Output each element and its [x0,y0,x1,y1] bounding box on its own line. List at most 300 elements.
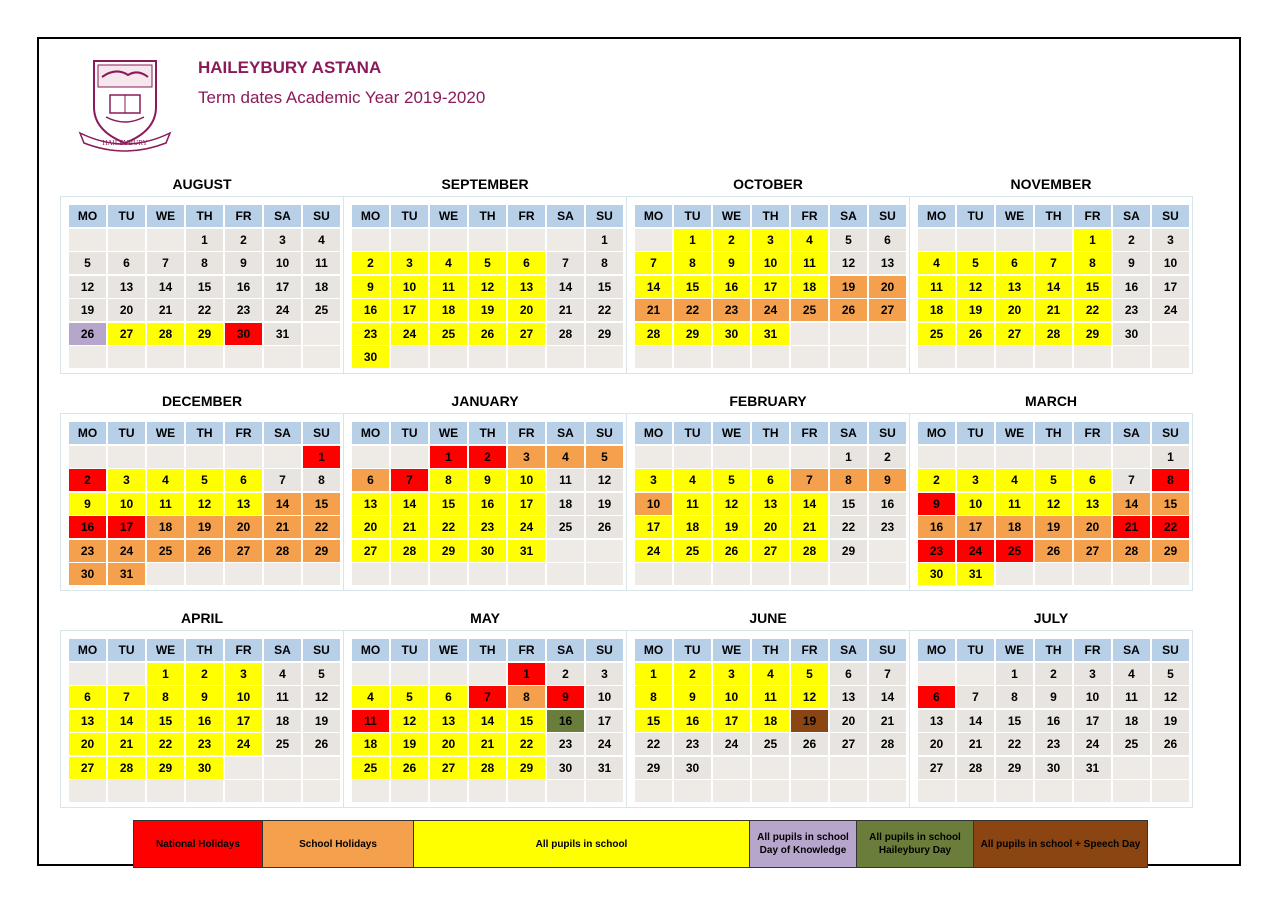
day-cell: 7 [469,686,506,708]
day-cell: 29 [508,757,545,779]
day-cell: 16 [869,493,906,515]
day-cell: 1 [1074,229,1111,251]
day-cell: 29 [586,323,623,345]
empty-cell [1113,446,1150,468]
weekday-header: TH [752,422,789,444]
empty-cell [1035,346,1072,368]
empty-cell [508,780,545,802]
weekday-header: SU [869,205,906,227]
day-cell: 1 [186,229,223,251]
month-name: JULY [1033,610,1069,626]
day-cell: 5 [1152,663,1189,685]
day-cell: 28 [1035,323,1072,345]
weekday-header: TH [469,422,506,444]
day-cell: 11 [147,493,184,515]
day-cell: 5 [1035,469,1072,491]
month-name: MARCH [1024,393,1078,409]
day-cell: 17 [957,516,994,538]
day-cell: 23 [69,540,106,562]
empty-cell [108,346,145,368]
empty-cell [225,346,262,368]
day-cell: 17 [586,710,623,732]
month-box [626,413,910,591]
day-cell: 15 [674,276,711,298]
weekday-header: TH [469,639,506,661]
month-january [343,393,627,618]
day-cell: 6 [752,469,789,491]
day-cell: 3 [586,663,623,685]
empty-cell [264,563,301,585]
day-cell: 27 [69,757,106,779]
day-cell: 6 [108,252,145,274]
empty-cell [469,346,506,368]
month-days-grid [352,205,623,368]
day-cell: 30 [469,540,506,562]
day-cell: 13 [996,276,1033,298]
day-cell: 3 [957,469,994,491]
empty-cell [791,563,828,585]
weekday-header: FR [508,205,545,227]
weekday-header: SU [586,639,623,661]
day-cell: 20 [508,299,545,321]
empty-cell [1152,757,1189,779]
month-march [909,393,1193,618]
day-cell: 10 [264,252,301,274]
month-name: DECEMBER [161,393,243,409]
weekday-header: TH [752,205,789,227]
empty-cell [430,663,467,685]
day-cell: 19 [303,710,340,732]
day-cell: 28 [469,757,506,779]
month-days-grid [635,422,906,585]
empty-cell [1074,563,1111,585]
day-cell: 20 [108,299,145,321]
weekday-header: SU [1152,205,1189,227]
empty-cell [635,563,672,585]
empty-cell [957,780,994,802]
empty-cell [1152,346,1189,368]
weekday-header: WE [430,205,467,227]
day-cell: 15 [430,493,467,515]
day-cell: 5 [713,469,750,491]
day-cell: 27 [430,757,467,779]
day-cell: 6 [69,686,106,708]
day-cell: 22 [186,299,223,321]
weekday-header: SA [547,205,584,227]
day-cell: 28 [547,323,584,345]
day-cell: 14 [869,686,906,708]
day-cell: 27 [830,733,867,755]
month-name: NOVEMBER [1010,176,1092,192]
day-cell: 22 [996,733,1033,755]
day-cell: 7 [1113,469,1150,491]
day-cell: 8 [430,469,467,491]
day-cell: 14 [547,276,584,298]
day-cell: 22 [303,516,340,538]
empty-cell [69,229,106,251]
month-days-grid [918,639,1189,802]
empty-cell [918,780,955,802]
month-box [60,630,344,808]
day-cell: 22 [635,733,672,755]
day-cell: 10 [391,276,428,298]
day-cell: 11 [918,276,955,298]
day-cell: 18 [918,299,955,321]
empty-cell [674,780,711,802]
day-cell: 16 [1113,276,1150,298]
weekday-header: TU [108,205,145,227]
day-cell: 5 [69,252,106,274]
day-cell: 8 [1074,252,1111,274]
day-cell: 2 [713,229,750,251]
day-cell: 27 [869,299,906,321]
day-cell: 21 [635,299,672,321]
day-cell: 25 [918,323,955,345]
day-cell: 23 [1113,299,1150,321]
day-cell: 10 [635,493,672,515]
weekday-header: FR [225,422,262,444]
day-cell: 7 [147,252,184,274]
empty-cell [1152,780,1189,802]
day-cell: 13 [1074,493,1111,515]
empty-cell [430,346,467,368]
day-cell: 23 [869,516,906,538]
day-cell: 15 [586,276,623,298]
weekday-header: SU [303,422,340,444]
empty-cell [391,346,428,368]
day-cell: 12 [713,493,750,515]
empty-cell [791,323,828,345]
month-november [909,176,1193,401]
empty-cell [1035,229,1072,251]
day-cell: 28 [791,540,828,562]
empty-cell [1113,780,1150,802]
day-cell: 18 [430,299,467,321]
day-cell: 10 [1152,252,1189,274]
empty-cell [1113,346,1150,368]
day-cell: 11 [264,686,301,708]
empty-cell [547,780,584,802]
empty-cell [352,780,389,802]
day-cell: 1 [674,229,711,251]
weekday-header: WE [147,205,184,227]
day-cell: 1 [508,663,545,685]
day-cell: 20 [69,733,106,755]
day-cell: 21 [869,710,906,732]
empty-cell [918,346,955,368]
day-cell: 26 [469,323,506,345]
day-cell: 21 [147,299,184,321]
empty-cell [303,757,340,779]
day-cell: 10 [225,686,262,708]
day-cell: 5 [303,663,340,685]
empty-cell [108,663,145,685]
day-cell: 3 [1152,229,1189,251]
day-cell: 14 [147,276,184,298]
weekday-header: MO [69,205,106,227]
weekday-header: SA [830,205,867,227]
empty-cell [147,229,184,251]
weekday-header: SA [1113,639,1150,661]
day-cell: 15 [147,710,184,732]
day-cell: 9 [1035,686,1072,708]
day-cell: 10 [1074,686,1111,708]
day-cell: 26 [391,757,428,779]
empty-cell [508,346,545,368]
svg-text:HAILEYBURY: HAILEYBURY [102,139,148,147]
day-cell: 20 [996,299,1033,321]
day-cell: 14 [391,493,428,515]
empty-cell [713,563,750,585]
month-name: JANUARY [451,393,519,409]
day-cell: 11 [430,276,467,298]
empty-cell [69,446,106,468]
day-cell: 22 [430,516,467,538]
day-cell: 24 [752,299,789,321]
day-cell: 2 [69,469,106,491]
day-cell: 14 [1035,276,1072,298]
day-cell: 18 [264,710,301,732]
empty-cell [791,446,828,468]
day-cell: 18 [791,276,828,298]
weekday-header: SU [303,639,340,661]
day-cell: 12 [957,276,994,298]
weekday-header: TH [752,639,789,661]
day-cell: 28 [147,323,184,345]
day-cell: 18 [147,516,184,538]
weekday-header: TU [674,205,711,227]
weekday-header: SA [830,639,867,661]
day-cell: 18 [352,733,389,755]
day-cell: 9 [869,469,906,491]
day-cell: 23 [713,299,750,321]
weekday-header: MO [635,422,672,444]
day-cell: 2 [674,663,711,685]
day-cell: 24 [108,540,145,562]
day-cell: 11 [752,686,789,708]
empty-cell [996,346,1033,368]
day-cell: 14 [108,710,145,732]
day-cell: 9 [352,276,389,298]
month-name: MAY [470,610,500,626]
day-cell: 19 [391,733,428,755]
empty-cell [225,780,262,802]
day-cell: 16 [69,516,106,538]
day-cell: 14 [957,710,994,732]
empty-cell [918,663,955,685]
day-cell: 22 [508,733,545,755]
school-name: HAILEYBURY ASTANA [198,58,382,77]
month-box [909,413,1193,591]
day-cell: 8 [830,469,867,491]
day-cell: 6 [918,686,955,708]
day-cell: 17 [108,516,145,538]
day-cell: 23 [918,540,955,562]
day-cell: 4 [674,469,711,491]
empty-cell [303,780,340,802]
empty-cell [430,563,467,585]
day-cell: 15 [1152,493,1189,515]
day-cell: 6 [869,229,906,251]
legend-item: All pupils in school [414,821,750,867]
weekday-header: TU [674,422,711,444]
empty-cell [635,229,672,251]
legend-item: School Holidays [263,821,414,867]
weekday-header: MO [635,205,672,227]
empty-cell [1074,446,1111,468]
day-cell: 8 [508,686,545,708]
day-cell: 26 [186,540,223,562]
empty-cell [996,780,1033,802]
day-cell: 29 [186,323,223,345]
day-cell: 12 [69,276,106,298]
day-cell: 19 [469,299,506,321]
weekday-header: MO [352,639,389,661]
weekday-header: FR [225,205,262,227]
legend-item: National Holidays [134,821,263,867]
day-cell: 2 [469,446,506,468]
day-cell: 26 [1152,733,1189,755]
empty-cell [469,229,506,251]
day-cell: 5 [391,686,428,708]
legend-item: All pupils in school Day of Knowledge [750,821,857,867]
day-cell: 9 [225,252,262,274]
day-cell: 17 [391,299,428,321]
empty-cell [391,446,428,468]
day-cell: 24 [1074,733,1111,755]
day-cell: 23 [469,516,506,538]
empty-cell [303,563,340,585]
empty-cell [996,446,1033,468]
day-cell: 3 [391,252,428,274]
day-cell: 15 [830,493,867,515]
month-august [60,176,344,401]
day-cell: 28 [1113,540,1150,562]
day-cell: 11 [352,710,389,732]
day-cell: 24 [1152,299,1189,321]
day-cell: 21 [469,733,506,755]
day-cell: 1 [996,663,1033,685]
day-cell: 15 [635,710,672,732]
day-cell: 7 [957,686,994,708]
empty-cell [713,446,750,468]
page-subtitle: Term dates Academic Year 2019-2020 [198,88,486,107]
weekday-header: SU [1152,422,1189,444]
day-cell: 28 [957,757,994,779]
empty-cell [391,663,428,685]
empty-cell [713,757,750,779]
day-cell: 10 [957,493,994,515]
day-cell: 25 [430,323,467,345]
day-cell: 30 [1035,757,1072,779]
day-cell: 23 [225,299,262,321]
day-cell: 4 [430,252,467,274]
day-cell: 26 [830,299,867,321]
day-cell: 24 [508,516,545,538]
weekday-header: SA [1113,422,1150,444]
day-cell: 13 [352,493,389,515]
day-cell: 4 [752,663,789,685]
empty-cell [186,780,223,802]
day-cell: 12 [791,686,828,708]
empty-cell [713,346,750,368]
weekday-header: SA [264,205,301,227]
day-cell: 24 [635,540,672,562]
month-july [909,610,1193,835]
empty-cell [147,563,184,585]
day-cell: 10 [108,493,145,515]
day-cell: 12 [303,686,340,708]
month-days-grid [635,205,906,368]
day-cell: 11 [791,252,828,274]
weekday-header: WE [147,422,184,444]
day-cell: 13 [108,276,145,298]
month-box [626,196,910,374]
day-cell: 13 [918,710,955,732]
day-cell: 25 [674,540,711,562]
empty-cell [108,446,145,468]
day-cell: 27 [108,323,145,345]
day-cell: 18 [303,276,340,298]
weekday-header: TU [391,205,428,227]
weekday-header: TU [108,422,145,444]
empty-cell [1074,346,1111,368]
empty-cell [547,346,584,368]
day-cell: 11 [674,493,711,515]
empty-cell [869,346,906,368]
day-cell: 3 [108,469,145,491]
weekday-header: WE [713,422,750,444]
day-cell: 4 [264,663,301,685]
day-cell: 27 [352,540,389,562]
day-cell: 16 [918,516,955,538]
day-cell: 17 [225,710,262,732]
day-cell: 7 [635,252,672,274]
month-days-grid [918,422,1189,585]
day-cell: 3 [264,229,301,251]
day-cell: 26 [791,733,828,755]
day-cell: 16 [225,276,262,298]
empty-cell [430,780,467,802]
empty-cell [1035,780,1072,802]
empty-cell [830,563,867,585]
day-cell: 29 [430,540,467,562]
day-cell: 21 [957,733,994,755]
day-cell: 23 [352,323,389,345]
weekday-header: WE [996,422,1033,444]
day-cell: 7 [108,686,145,708]
day-cell: 2 [869,446,906,468]
empty-cell [352,563,389,585]
day-cell: 11 [996,493,1033,515]
day-cell: 27 [1074,540,1111,562]
day-cell: 7 [547,252,584,274]
day-cell: 13 [225,493,262,515]
day-cell: 18 [996,516,1033,538]
empty-cell [635,446,672,468]
day-cell: 16 [469,493,506,515]
day-cell: 21 [391,516,428,538]
day-cell: 29 [303,540,340,562]
weekday-header: TU [957,639,994,661]
empty-cell [752,346,789,368]
day-cell: 8 [586,252,623,274]
month-days-grid [69,205,340,368]
day-cell: 2 [352,252,389,274]
empty-cell [635,780,672,802]
empty-cell [430,229,467,251]
legend-item: All pupils in school + Speech Day [974,821,1147,867]
